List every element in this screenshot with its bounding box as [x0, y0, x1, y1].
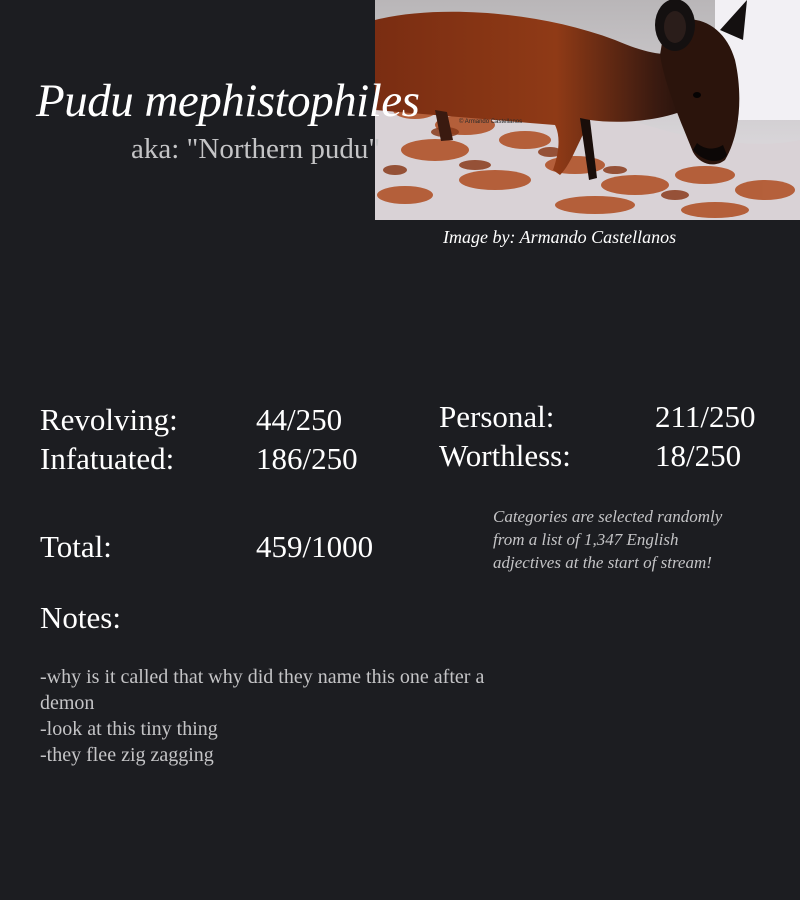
notes-list	[40, 664, 530, 768]
species-title: Pudu mephistophiles	[36, 75, 420, 127]
pudu-photo	[375, 0, 800, 220]
note-item: -they flee zig zagging	[40, 744, 214, 766]
note-item: -why is it called that why did they name this one after a demon	[40, 666, 485, 714]
total-value: 459/1000	[256, 529, 374, 564]
stat-infatuated-label: Infatuated:	[40, 441, 175, 476]
stat-revolving-value: 44/250	[256, 402, 343, 437]
total-label: Total:	[40, 529, 112, 564]
stat-revolving-label: Revolving:	[40, 402, 178, 437]
image-credit: Image by: Armando Castellanos	[443, 227, 677, 247]
stat-infatuated-value: 186/250	[256, 441, 358, 476]
notes-heading: Notes:	[40, 600, 121, 635]
photo-watermark: © Armando Castellanos	[459, 119, 523, 125]
note-item: -look at this tiny thing	[40, 718, 218, 740]
stat-worthless-value: 18/250	[655, 438, 742, 473]
stat-personal-value: 211/250	[655, 399, 756, 434]
stat-personal-label: Personal:	[439, 399, 555, 434]
stat-worthless-label: Worthless:	[439, 438, 571, 473]
common-name: aka: "Northern pudu"	[131, 133, 381, 165]
categories-note: Categories are selected randomly from a list of 1,347 English adjectives at the start of stream!	[493, 507, 723, 572]
